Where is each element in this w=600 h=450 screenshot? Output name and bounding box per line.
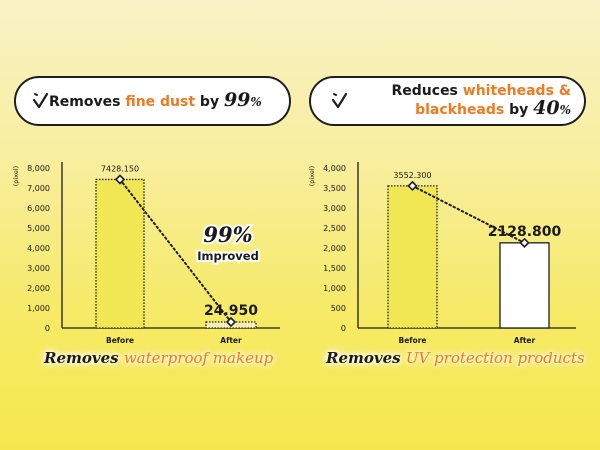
bar [500,243,549,328]
data-label-before: 7428.150 [100,164,140,174]
y-tick-label: 3,500 [323,184,346,193]
y-axis-unit: (pixel) [308,165,316,187]
y-tick-label: 4,000 [323,164,346,173]
y-tick-label: 8,000 [27,164,50,173]
y-tick-label: 2,000 [27,284,50,293]
y-tick-label: 1,000 [323,284,346,293]
x-tick-label: After [513,336,536,345]
headline-right-text: Reduces whiteheads & blackheads by 40% [391,83,571,119]
data-label-before: 3552.300 [393,170,432,180]
caption-right: Removes UV protection products [326,349,585,367]
y-tick-label: 3,000 [323,204,346,213]
y-tick-label: 5,000 [27,224,50,233]
x-tick-label: Before [105,336,135,345]
y-tick-label: 1,500 [323,264,346,273]
data-label-after: 2128.800 [487,223,562,240]
x-tick-label: After [220,336,242,345]
y-tick-label: 1,000 [27,304,50,313]
y-tick-label: 6,000 [27,204,50,213]
y-tick-label: 4,000 [27,244,50,253]
y-axis-unit: (pixel) [12,165,20,187]
y-tick-label: 7,000 [27,184,50,193]
y-tick-label: 0 [340,324,346,333]
y-tick-label: 2,500 [323,224,346,233]
bar [388,186,437,328]
improved-label: Improved [197,249,259,263]
improved-percent: 99% [203,222,253,247]
data-label-after: 24.950 [203,303,259,319]
y-tick-label: 0 [44,324,50,333]
y-tick-label: 2,000 [323,244,346,253]
x-tick-label: Before [398,336,427,345]
y-tick-label: 3,000 [27,264,50,273]
improved-badge [197,222,259,263]
y-tick-label: 500 [330,304,346,313]
chart-right [308,162,576,345]
headline-left-text: Removes fine dust by 99% [49,88,262,111]
caption-left: Removes waterproof makeup [44,349,274,367]
